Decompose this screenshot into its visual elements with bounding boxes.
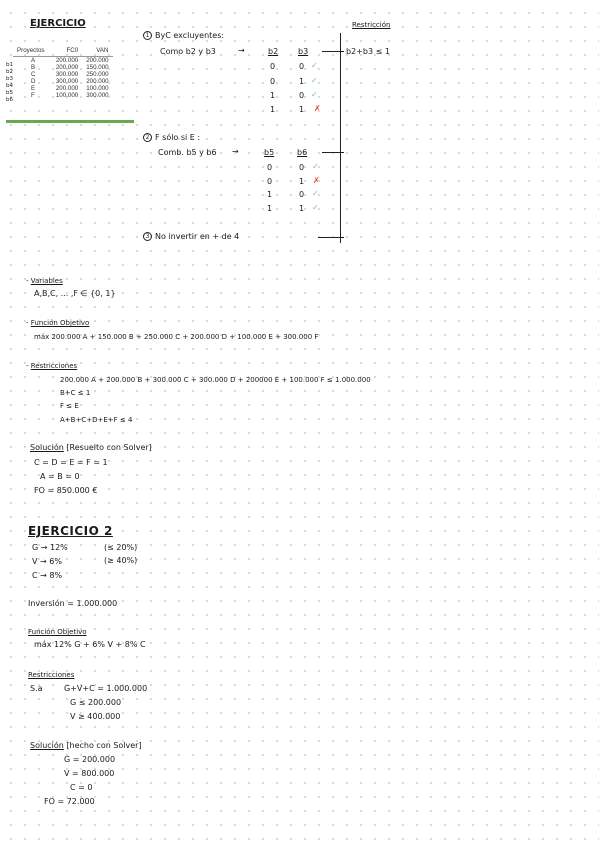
case2-row4-b: 1 xyxy=(299,204,305,213)
case2-heading xyxy=(143,133,200,143)
table-row: C 300.000 250.000 xyxy=(31,71,109,78)
ej2-item-g: G → 12% xyxy=(32,543,68,552)
case2-number: 2 xyxy=(143,133,152,142)
funcion1-label-row: - Función Objetivo xyxy=(26,319,90,327)
var-mark: b6 xyxy=(6,97,13,103)
variables-text: A,B,C, ... ,F ∈ {0, 1} xyxy=(34,289,116,298)
restriccion-divider xyxy=(340,33,341,243)
case2-col1: b5 xyxy=(264,148,275,157)
arrow-icon: → xyxy=(232,147,239,156)
case1-subtitle: Como b2 y b3 xyxy=(160,47,216,56)
ej2-item-v: V → 6% xyxy=(32,557,62,566)
case3-connector xyxy=(318,237,344,238)
solucion2-note: [hecho con Solver] xyxy=(66,741,142,750)
check-icon: ✓ xyxy=(311,76,318,85)
var-mark: b5 xyxy=(6,90,13,96)
case1-row3-a: 1 xyxy=(270,91,276,100)
table-underline-bar xyxy=(6,120,134,123)
solucion1-line1: C = D = E = F = 1 xyxy=(34,458,108,467)
table-row: F 100.000 300.000 xyxy=(31,92,109,99)
header-van: VAN xyxy=(82,47,112,57)
funcion1-label: Función Objetivo xyxy=(30,319,90,327)
case2-row2-a: 0 xyxy=(267,177,273,186)
ejercicio1-title: EJERCICIO xyxy=(30,18,86,29)
var-mark: b1 xyxy=(6,62,13,68)
case3-number: 3 xyxy=(143,232,152,241)
funcion2-text: máx 12% G + 6% V + 8% C xyxy=(34,640,146,649)
restriccion2-line2: G ≤ 200.000 xyxy=(70,698,122,707)
table-header-row xyxy=(13,47,113,57)
case3-heading xyxy=(143,232,239,242)
case1-row1-b: 0 xyxy=(299,62,305,71)
header-fc0: FC0 xyxy=(49,47,83,57)
solucion2-line3: C = 0 xyxy=(70,783,93,792)
ej2-item-v-note: (≥ 40%) xyxy=(104,556,138,565)
solucion1-heading xyxy=(30,443,152,453)
check-icon: ✓ xyxy=(312,203,319,212)
restriccion1-line1: 200.000 A + 200.000 B + 300.000 C + 300.000 D + 200000 E + 100.000 F ≤ 1.000.000 xyxy=(60,376,371,384)
restriccion2-line3: V ≥ 400.000 xyxy=(70,712,121,721)
case1-row4-a: 1 xyxy=(270,105,276,114)
table-row: A 200.000 200.000 xyxy=(31,57,109,64)
ejercicio2-title: EJERCICIO 2 xyxy=(28,524,113,538)
ej2-item-g-note: (≤ 20%) xyxy=(104,543,138,552)
case1-number: 1 xyxy=(143,31,152,40)
case2-subtitle: Comb. b5 y b6 xyxy=(158,148,217,157)
case1-title: ByC excluyentes: xyxy=(155,31,225,40)
restricciones1-label: Restricciones xyxy=(30,362,78,370)
solucion1-line2: A = B = 0 xyxy=(40,472,80,481)
ej2-item-c: C → 8% xyxy=(32,571,63,580)
restricciones1-label-row: - Restricciones xyxy=(26,362,78,370)
case1-restriction: b2+b3 ≤ 1 xyxy=(346,47,390,56)
header-proyectos: Proyectos xyxy=(13,47,49,57)
table-row: D 300.000 200.000 xyxy=(31,78,109,85)
restriccion-label: Restricción xyxy=(352,21,391,29)
restricciones2-prefix: S.a xyxy=(30,684,43,693)
var-mark: b4 xyxy=(6,83,13,89)
solucion2-line2: V = 800.000 xyxy=(64,769,115,778)
table-row: B 200.000 150.000 xyxy=(31,64,109,71)
case1-row3-b: 0 xyxy=(299,91,305,100)
var-mark: b3 xyxy=(6,76,13,82)
case2-row3-b: 0 xyxy=(299,190,305,199)
case2-row1-a: 0 xyxy=(267,163,273,172)
case2-row2-b: 1 xyxy=(299,177,305,186)
case2-col2: b6 xyxy=(297,148,308,157)
check-icon: ✓ xyxy=(312,162,319,171)
solucion2-heading xyxy=(30,741,142,751)
cross-icon: ✗ xyxy=(314,104,321,113)
check-icon: ✓ xyxy=(311,90,318,99)
case1-col1: b2 xyxy=(268,47,279,56)
cross-icon: ✗ xyxy=(313,176,320,185)
solucion2-label: Solución xyxy=(30,741,64,750)
funcion2-label: Función Objetivo xyxy=(28,628,87,636)
projects-table xyxy=(13,47,113,99)
check-icon: ✓ xyxy=(311,61,318,70)
restriccion2-line1: G+V+C = 1.000.000 xyxy=(64,684,148,693)
case1-row2-a: 0 xyxy=(270,77,276,86)
arrow-icon: → xyxy=(238,46,245,55)
case1-row2-b: 1 xyxy=(299,77,305,86)
variables-label: Variables xyxy=(30,277,63,285)
solucion2-line4: FO = 72.000 xyxy=(44,797,95,806)
var-mark: b2 xyxy=(6,69,13,75)
case1-heading xyxy=(143,31,224,41)
solucion2-line1: G = 200.000 xyxy=(64,755,116,764)
solucion1-note: [Resuelto con Solver] xyxy=(66,443,152,452)
funcion1-text: máx 200.000 A + 150.000 B + 250.000 C + 200.000 D + 100.000 E + 300.000 F xyxy=(34,333,319,341)
case2-connector xyxy=(322,152,344,153)
case1-connector xyxy=(322,51,344,52)
solucion1-line3: FO = 850.000 € xyxy=(34,486,98,495)
restricciones2-label: Restricciones xyxy=(28,671,75,679)
case3-title: No invertir en + de 4 xyxy=(155,232,240,241)
restriccion1-line2: B+C ≤ 1 xyxy=(60,389,91,397)
ej2-inversion: Inversión = 1.000.000 xyxy=(28,599,118,608)
restriccion1-line3: F ≤ E xyxy=(60,402,79,410)
case2-title: F sólo si E : xyxy=(155,133,201,142)
case2-row3-a: 1 xyxy=(267,190,273,199)
case2-row4-a: 1 xyxy=(267,204,273,213)
restriccion1-line4: A+B+C+D+E+F ≤ 4 xyxy=(60,416,133,424)
variables-label-row: - Variables xyxy=(26,277,63,285)
check-icon: ✓ xyxy=(312,189,319,198)
table-row: E 200.000 100.000 xyxy=(31,85,109,92)
case1-row1-a: 0 xyxy=(270,62,276,71)
case1-row4-b: 1 xyxy=(299,105,305,114)
case1-col2: b3 xyxy=(298,47,309,56)
solucion1-label: Solución xyxy=(30,443,64,452)
case2-row1-b: 0 xyxy=(299,163,305,172)
